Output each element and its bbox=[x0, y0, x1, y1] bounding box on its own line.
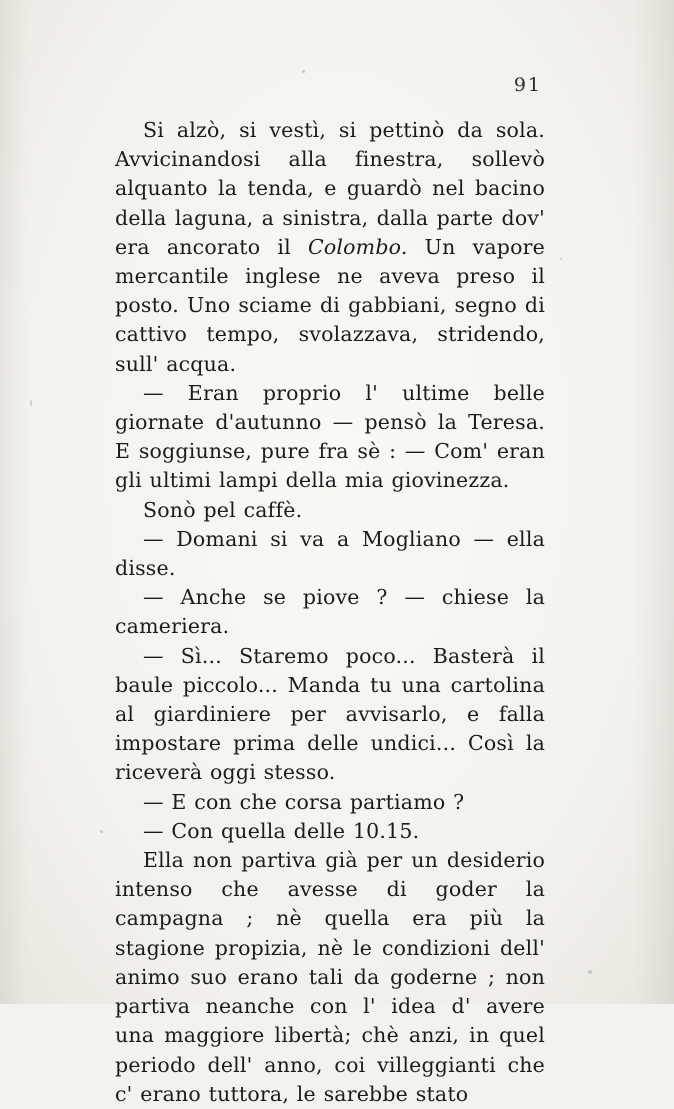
paragraph-text: Si alzò, si vestì, si pettinò da sola. Avvicinandosi alla finestra, sollevò alquanto la tenda, e guardò nel bacino della laguna, a sinistra, dalla parte dov' era ancorato il bbox=[115, 118, 545, 259]
paragraph: — E con che corsa partiamo ? bbox=[143, 789, 465, 814]
body-text bbox=[115, 116, 545, 1109]
paragraph: — Eran proprio l' ultime belle giornate d'autunno — pensò la Teresa. E soggiunse, pure fra sè : — Com' eran gli ultimi lampi della mia giovinezza. bbox=[115, 380, 545, 493]
ship-name: Colombo. bbox=[307, 234, 408, 259]
paragraph: — Sì... Staremo poco... Basterà il baule piccolo... Manda tu una cartolina al giardiniere per avvisarlo, e falla impostare prima delle undici... Così la riceverà oggi stesso. bbox=[115, 643, 545, 785]
paragraph: — Con quella delle 10.15. bbox=[143, 818, 420, 843]
paragraph: Sonò pel caffè. bbox=[143, 497, 303, 522]
paper-speck bbox=[100, 830, 103, 833]
page-number: 91 bbox=[513, 74, 542, 96]
paper-speck bbox=[588, 970, 592, 974]
paragraph: Ella non partiva già per un desiderio intenso che avesse di goder la campagna ; nè quella era più la stagione propizia, nè le condizioni dell' animo suo erano tali da goderne ; non partiva neanche con l' idea d' avere una maggiore libertà; chè anzi, in quel periodo dell' anno, coi villeggianti che c' erano tuttora, le sarebbe stato bbox=[115, 848, 545, 1106]
paper-speck bbox=[560, 258, 562, 260]
page-edge-shadow-left bbox=[0, 0, 28, 1004]
paper-speck bbox=[302, 70, 305, 73]
paragraph: — Anche se piove ? — chiese la cameriera. bbox=[115, 585, 545, 639]
paragraph-text-tail: Un vapore mercantile inglese ne aveva preso il posto. Uno sciame di gabbiani, segno di cattivo tempo, svolazzava, stridendo, sull' acqua. bbox=[115, 234, 545, 376]
paper-speck bbox=[30, 400, 32, 406]
paragraph bbox=[115, 116, 545, 379]
paragraph: — Domani si va a Mogliano — ella disse. bbox=[115, 526, 545, 581]
page-edge-shadow-right bbox=[634, 0, 674, 1004]
